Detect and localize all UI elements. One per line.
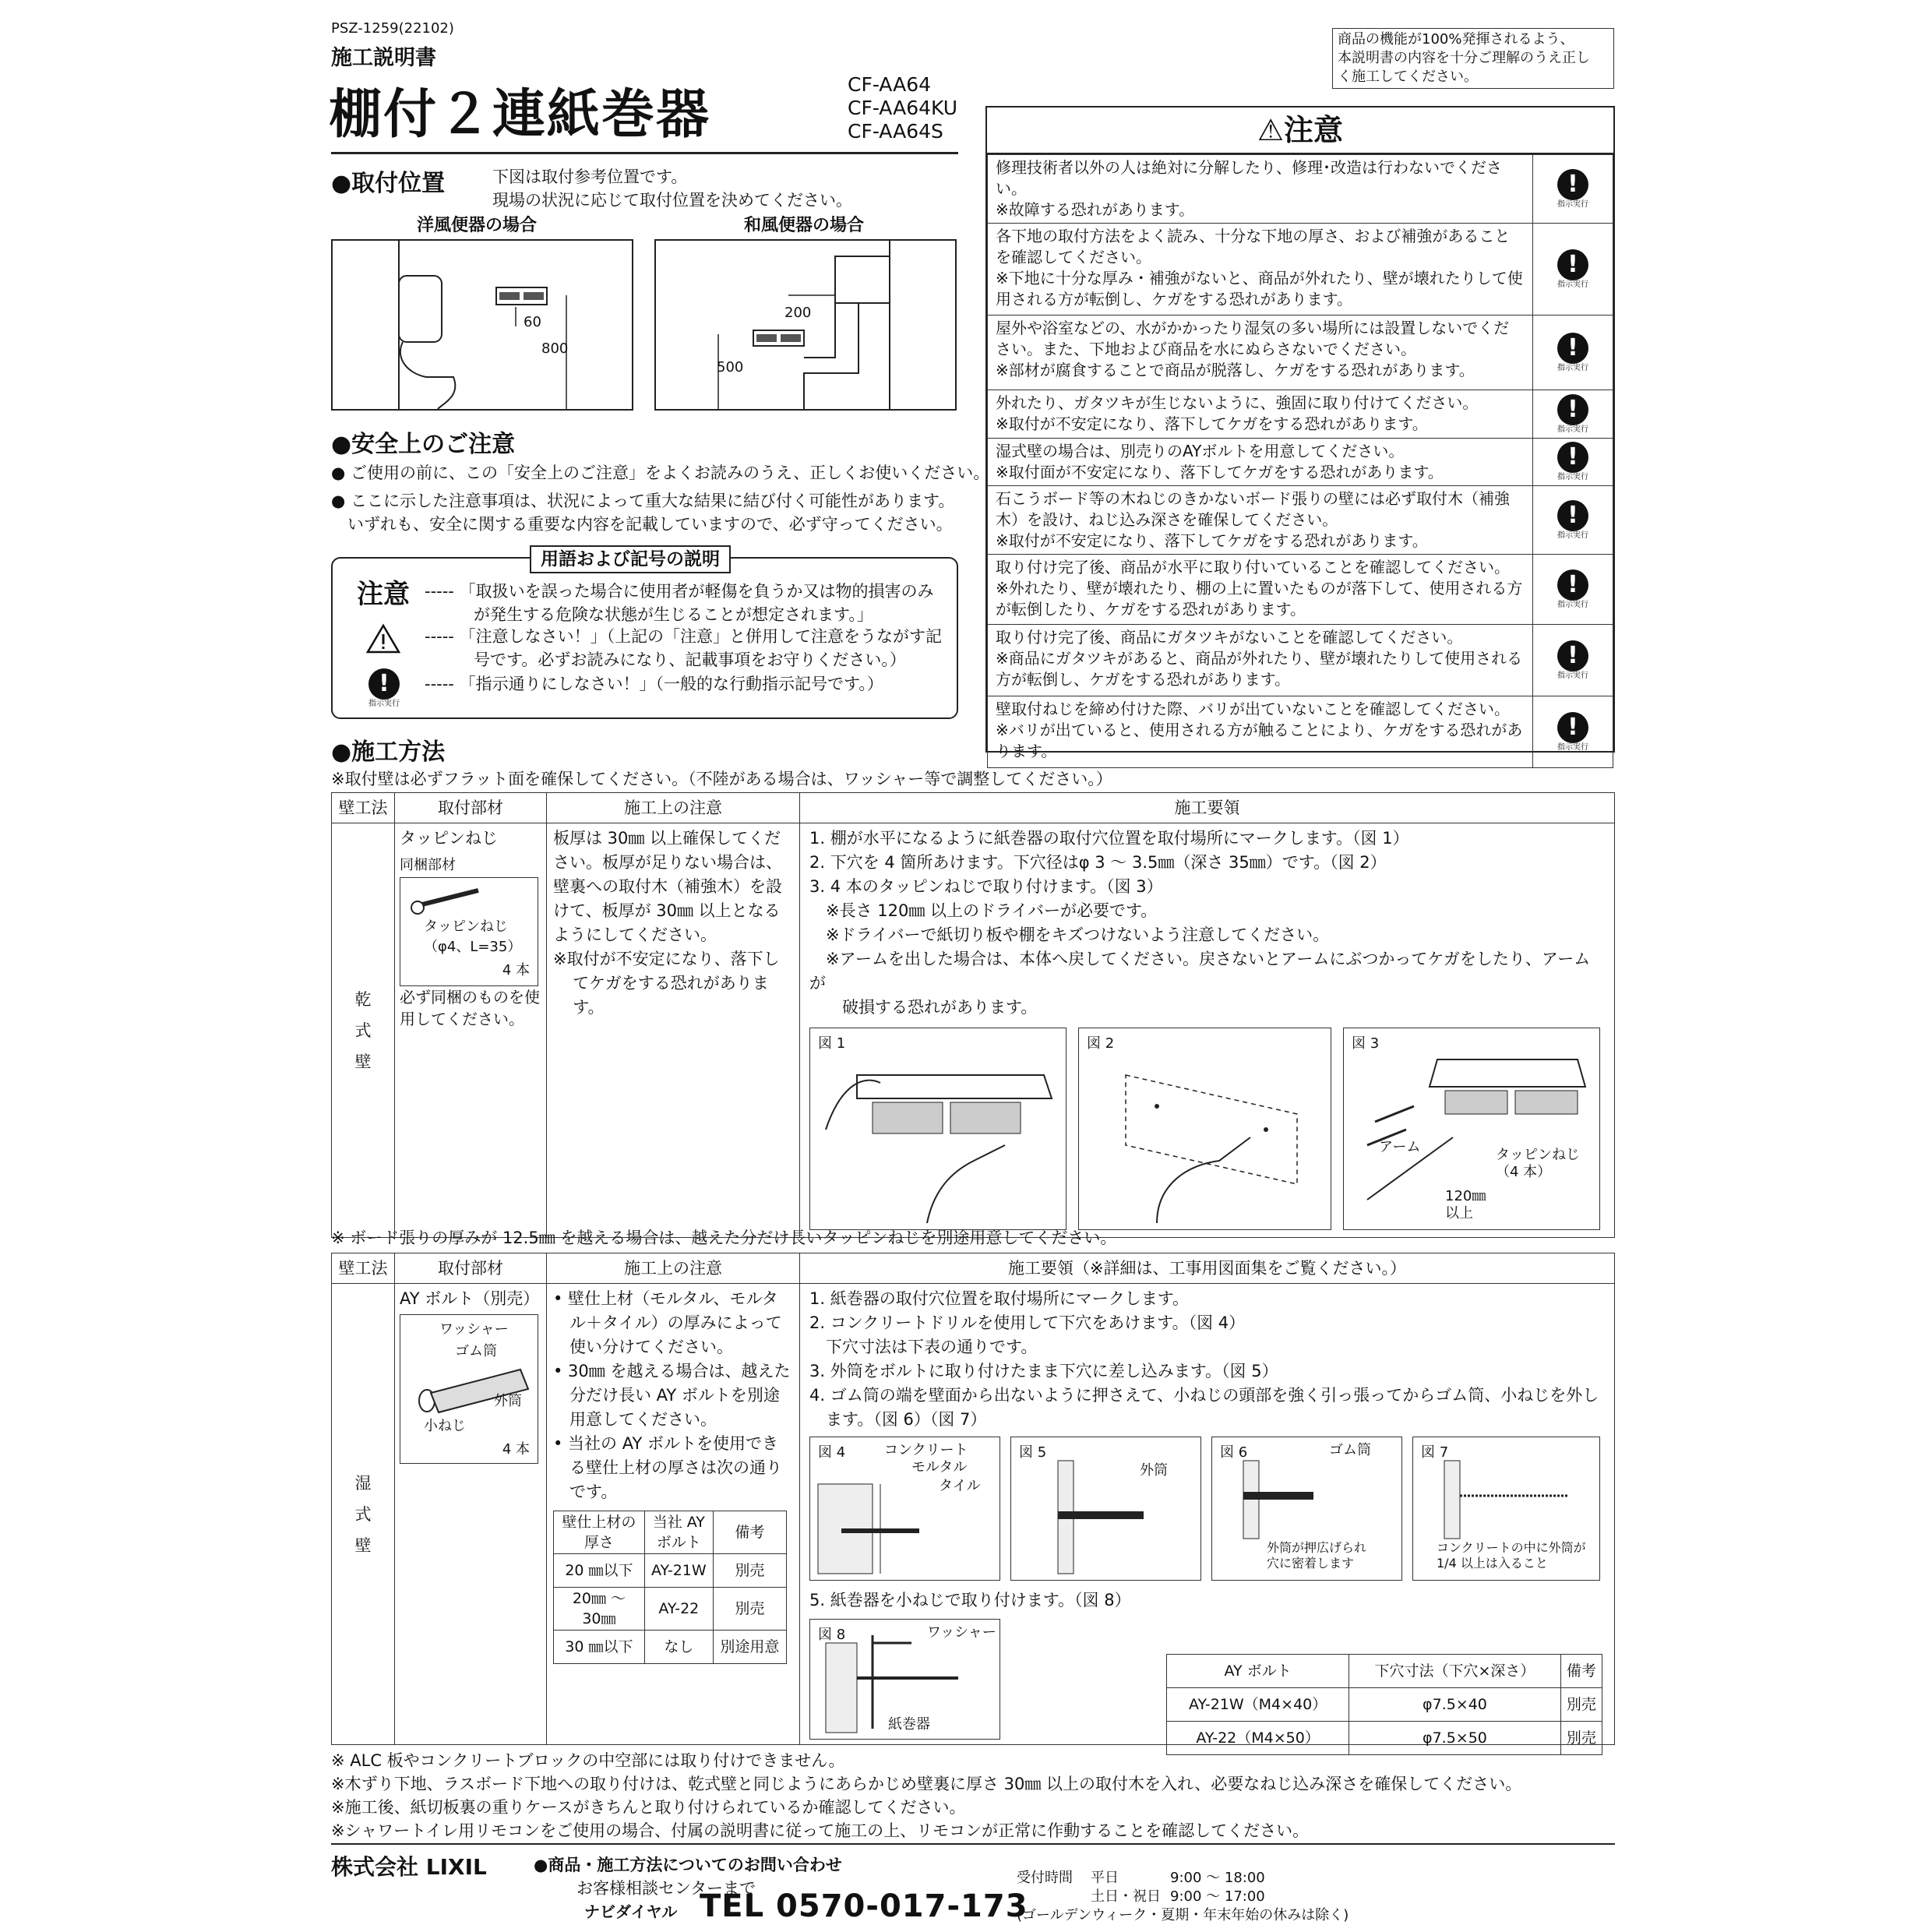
page-title: 棚付２連紙巻器	[329, 84, 711, 146]
company-name: 株式会社 LIXIL	[331, 1854, 487, 1880]
col-wall-2: 壁工法	[332, 1253, 395, 1284]
tap-label: タッピンねじ （4 本）	[1496, 1147, 1580, 1180]
exclamation-icon: !	[1557, 500, 1588, 531]
caution-row	[988, 555, 1613, 625]
caution-mark-cell	[1533, 224, 1613, 316]
thickness-table	[553, 1511, 787, 1664]
fig8-label: 図 8	[818, 1627, 846, 1643]
dim-60: 60	[524, 314, 541, 330]
col-wall: 壁工法	[332, 793, 395, 823]
japanese-figure	[654, 239, 957, 411]
method-note-1: ※取付壁は必ずフラット面を確保してください。（不陸がある場合は、ワッシャー等で調整してください。）	[331, 770, 1112, 788]
exclamation-icon: !	[1557, 394, 1588, 425]
figure-3	[1343, 1028, 1600, 1230]
table-cell: 別途用意	[713, 1631, 786, 1664]
fig1-label: 図 1	[818, 1035, 846, 1052]
dry-notes-2: ※取付が不安定になり、落下してケガをする恐れがあります。	[553, 950, 780, 1017]
screw-box	[400, 877, 538, 986]
weekday-label: 平日	[1091, 1870, 1119, 1886]
caution-mark-cell	[1533, 625, 1613, 696]
dry-notes: 板厚は 30㎜ 以上確保してください。板厚が足りない場合は、壁裏への取付木（補強木）を設けて、板厚が 30㎜ 以上となるようにしてください。	[553, 829, 782, 944]
wet-figures-row	[809, 1437, 1605, 1588]
note-after-1: ※ ALC 板やコンクリートブロックの中空部には取り付けできません。	[331, 1751, 845, 1770]
weekday-time: 9:00 ～ 18:00	[1170, 1870, 1265, 1886]
screw-icon	[408, 886, 486, 917]
mark-label: 指示実行	[1557, 473, 1588, 481]
step-item: 1. 紙巻器の取付穴位置を取付場所にマークします。	[809, 1289, 1190, 1308]
caution-text: 各下地の取付方法をよく読み、十分な下地の厚さ、および補強があることを確認してください。 ※下地に十分な厚み・補強がないと、商品が外れたり、壁が壊れたりして使用される方が転倒し、ケガをする恐れがあります。	[988, 224, 1533, 316]
table-cell: φ7.5×50	[1349, 1722, 1560, 1755]
exclamation-icon: !	[1557, 333, 1588, 364]
table-cell: AY-21W	[644, 1554, 713, 1588]
fig2-label: 図 2	[1087, 1035, 1115, 1052]
note-after-3: ※施工後、紙切板裏の重りケースがきちんと取り付けられているか確認してください。	[331, 1798, 966, 1817]
outer5-label: 外筒	[1140, 1462, 1168, 1479]
weekend-label: 土日・祝日	[1091, 1888, 1161, 1905]
navi-dial: ナビダイヤル	[584, 1902, 678, 1921]
col-notes-2: 施工上の注意	[547, 1253, 800, 1284]
fig3-label: 図 3	[1352, 1035, 1380, 1052]
table-row	[554, 1588, 787, 1631]
figure-4	[809, 1437, 1000, 1581]
figure-7	[1412, 1437, 1600, 1581]
caution-text: 石こうボード等の木ねじのきかないボード張りの壁には必ず取付木（補強木）を設け、ねじ込み深さを確保してください。 ※取付が不安定になり、落下してケガをする恐れがあります。	[988, 486, 1533, 555]
figure-2	[1078, 1028, 1331, 1230]
caution-text: 修理技術者以外の人は絶対に分解したり、修理･改造は行わないでください。 ※故障する恐れがあります。	[988, 155, 1533, 224]
fig4-label: 図 4	[818, 1444, 846, 1461]
table-row	[1167, 1688, 1602, 1722]
caution-row	[988, 439, 1613, 486]
caution-row	[988, 625, 1613, 696]
mandatory-mark	[365, 668, 404, 709]
caution-mark-cell	[1533, 439, 1613, 486]
col-parts-2: 取付部材	[395, 1253, 547, 1284]
mark-label: 指示実行	[1557, 742, 1588, 752]
table-cell: 30 ㎜以下	[554, 1631, 645, 1664]
mark-label: 指示実行	[1557, 199, 1588, 209]
mark-label: 指示実行	[1557, 531, 1588, 540]
caution-table	[987, 154, 1613, 768]
note-after-4: ※シャワートイレ用リモコンをご使用の場合、付属の説明書に従って施工の上、リモコンが正常に作動することを確認してください。	[331, 1821, 1310, 1840]
step-item: 3. 外筒をボルトに取り付けたまま下穴に差し込みます。（図 5）	[809, 1362, 1278, 1380]
contact-center: お客様相談センターまで	[576, 1879, 756, 1898]
ay-qty: 4 本	[502, 1441, 530, 1458]
col-notes: 施工上の注意	[547, 793, 800, 823]
figure-5	[1010, 1437, 1201, 1581]
outer-label: 外筒	[494, 1393, 522, 1409]
table-header-row	[554, 1511, 787, 1554]
mortar-label: モルタル	[911, 1459, 968, 1475]
col-steps: 施工要領	[800, 793, 1615, 823]
dry-wall-table	[331, 792, 1615, 1238]
table-cell: AY-21W（M4×40）	[1167, 1688, 1349, 1722]
caution-row	[988, 316, 1613, 390]
dim-500: 500	[717, 359, 744, 375]
dry-steps	[809, 827, 1605, 1020]
rubber6-label: ゴム筒	[1329, 1442, 1371, 1458]
exclamation-icon: !	[1557, 569, 1588, 601]
caution-text: 取り付け完了後、商品にガタツキがないことを確認してください。 ※商品にガタツキがあると、商品が外れたり、壁が壊れたりして使用される方が転倒し、ケガをする恐れがあります。	[988, 625, 1533, 696]
weekend-time: 9:00 ～ 17:00	[1170, 1888, 1265, 1905]
table-cell: φ7.5×40	[1349, 1688, 1560, 1722]
step-item: ※ドライバーで紙切り板や棚をキズつけないよう注意してください。	[809, 925, 1330, 944]
position-heading: ●取付位置	[331, 170, 446, 197]
japanese-label: 和風便器の場合	[744, 216, 865, 235]
caution-text: 湿式壁の場合は、別売りのAYボルトを用意してください。 ※取付面が不安定になり、落下してケガをする恐れがあります。	[988, 439, 1533, 486]
dry-steps-cell	[800, 823, 1615, 1238]
hours-label: 受付時間	[1017, 1870, 1073, 1886]
caution-row	[988, 224, 1613, 316]
model-2: CF-AA64KU	[848, 97, 958, 119]
warning-triangle-icon	[366, 623, 400, 654]
exclamation-icon: !	[1557, 712, 1588, 743]
mark-label: 指示実行	[1557, 425, 1588, 434]
notes-after	[331, 1749, 1521, 1842]
table-header-cell: 下穴寸法（下穴×深さ）	[1349, 1655, 1560, 1688]
western-figure	[331, 239, 633, 411]
dry-figures	[809, 1028, 1605, 1234]
caution-word: 注意	[357, 579, 410, 610]
table-cell: AY-22（M4×50）	[1167, 1722, 1349, 1755]
dim-200: 200	[784, 305, 812, 321]
model-1: CF-AA64	[848, 73, 932, 96]
mark-label: 指示実行	[1557, 280, 1588, 289]
wall-type-dry: 乾 式 壁	[332, 823, 395, 1238]
fig5-label: 図 5	[1019, 1444, 1047, 1461]
step-item: ※長さ 120㎜ 以上のドライバーが必要です。	[809, 901, 1158, 920]
holiday-note: (ゴールデンウィーク・夏期・年末年始の休みは除く)	[1017, 1907, 1349, 1923]
triangle-desc: ----- 「注意しなさい！」（上記の「注意」と併用して注意をうながす記 号です。必ずお読みになり、記載事項をお守りください。）	[425, 627, 943, 669]
figure-8	[809, 1619, 1000, 1740]
col-steps-2: 施工要領（※詳細は、工事用図面集をご覧ください。）	[800, 1253, 1615, 1284]
caution-panel	[985, 106, 1615, 760]
part-name: タッピンねじ	[400, 829, 498, 848]
caution-mark-cell	[1533, 696, 1613, 768]
table-header-cell: 備考	[713, 1511, 786, 1554]
dry-notes-cell	[547, 823, 800, 1238]
tile-label: タイル	[939, 1478, 981, 1494]
western-toilet-drawing	[333, 241, 632, 409]
col-parts: 取付部材	[395, 793, 547, 823]
table-cell: 別売	[1560, 1688, 1602, 1722]
caution-text: 屋外や浴室などの、水がかかったり湿気の多い場所には設置しないでください。また、下地および商品を水にぬらさないでください。 ※部材が腐食することで商品が脱落し、ケガをする恐れがあります。	[988, 316, 1533, 390]
table-cell: 別売	[1560, 1722, 1602, 1755]
doc-type: 施工説明書	[331, 46, 436, 70]
caution-word-desc: ----- 「取扱いを誤った場合に使用者が軽傷を負うか又は物的損害のみ が発生する危険な状態が生じることが想定されます。」	[425, 582, 934, 624]
holder8-label: 紙巻器	[888, 1716, 930, 1733]
caution-row	[988, 486, 1613, 555]
position-desc: 下図は取付参考位置です。 現場の状況に応じて取付位置を決めてください。	[492, 167, 852, 210]
tel-number: TEL 0570-017-173	[700, 1888, 1028, 1924]
note-after-2: ※木ずり下地、ラスボード下地への取り付けは、乾式壁と同じようにあらかじめ壁裏に厚さ 30㎜ 以上の取付木を入れ、必要なねじ込み深さを確保してください。	[331, 1775, 1522, 1793]
mark-label: 指示実行	[1557, 363, 1588, 372]
exclamation-icon: !	[1557, 442, 1588, 473]
wet-note-3: • 当社の AY ボルトを使用できる壁仕上材の厚さは次の通りです。	[553, 1434, 782, 1501]
table-header-cell: AY ボルト	[1167, 1655, 1349, 1688]
step-item: 1. 棚が水平になるように紙巻器の取付穴位置を取付場所にマークします。（図 1）	[809, 829, 1409, 848]
exclamation-icon: !	[1557, 169, 1588, 200]
wet-steps-cell	[800, 1284, 1615, 1745]
method-heading: ●施工方法	[331, 739, 446, 766]
mark-label: 指示実行	[368, 700, 400, 708]
wet-steps	[809, 1287, 1605, 1432]
figure-1	[809, 1028, 1066, 1230]
dim-800: 800	[541, 340, 569, 357]
terms-title: 用語および記号の説明	[530, 545, 731, 573]
table-row	[554, 1554, 787, 1588]
fig2-drawing	[1079, 1028, 1329, 1228]
ay-bolt-name: AY ボルト（別売）	[400, 1289, 540, 1308]
caution-mark-cell	[1533, 316, 1613, 390]
table-cell: 20㎜ ～ 30㎜	[554, 1588, 645, 1631]
step-item: 2. 下穴を 4 箇所あけます。下穴径はφ 3 ～ 3.5㎜（深さ 35㎜）です。（図 2）	[809, 853, 1387, 872]
table-cell: 20 ㎜以下	[554, 1554, 645, 1588]
washer-label: ワッシャー	[439, 1321, 509, 1338]
arm-label: アーム	[1379, 1139, 1421, 1155]
note6: 外筒が押広げられ 穴に密着します	[1267, 1540, 1367, 1571]
contact-title: ●商品・施工方法についてのお問い合わせ	[534, 1856, 842, 1874]
fig7-label: 図 7	[1421, 1444, 1449, 1461]
caution-mark-cell	[1533, 390, 1613, 439]
title-rule	[331, 152, 958, 154]
wet-wall-table	[331, 1253, 1615, 1745]
figure-6	[1211, 1437, 1402, 1581]
table-cell: AY-22	[644, 1588, 713, 1631]
step-item: 3. 4 本のタッピンねじで取り付けます。（図 3）	[809, 877, 1163, 896]
step-item: 4. ゴム筒の端を壁面から出ないように押さえて、小ねじの頭部を強く引っ張ってからゴム筒、小ねじを外し ます。（図 6）（図 7）	[809, 1386, 1599, 1429]
fig6-label: 図 6	[1220, 1444, 1248, 1461]
table-header-cell: 壁仕上材の 厚さ	[554, 1511, 645, 1554]
mark-label: 指示実行	[1557, 600, 1588, 609]
doc-code: PSZ-1259(22102)	[331, 20, 454, 37]
dry-parts-cell	[395, 823, 547, 1238]
mark-desc: ----- 「指示通りにしなさい！」（一般的な行動指示記号です。）	[425, 675, 883, 693]
exclamation-icon: !	[1557, 249, 1588, 280]
ay-bolt-box	[400, 1314, 538, 1464]
caution-row	[988, 155, 1613, 224]
table-cell: 別売	[713, 1554, 786, 1588]
wet-note-1: • 壁仕上材（モルタル、モルタル＋タイル）の厚みによって使い分けてください。	[553, 1289, 782, 1356]
model-list	[848, 73, 957, 143]
use-included: 必ず同梱のものを使 用してください。	[400, 988, 540, 1028]
table-row	[554, 1631, 787, 1664]
table-header-cell: 当社 AY ボルト	[644, 1511, 713, 1554]
included-label: 同梱部材	[400, 857, 456, 873]
caution-row	[988, 390, 1613, 439]
wet-notes-cell	[547, 1284, 800, 1745]
table-header-cell: 備考	[1560, 1655, 1602, 1688]
caution-text: 壁取付ねじを締め付けた際、バリが出ていないことを確認してください。 ※バリが出ていると、使用される方が触ることにより、ケガをする恐れがあります。	[988, 696, 1533, 768]
table-cell: 別売	[713, 1588, 786, 1631]
wet-parts-cell	[395, 1284, 547, 1745]
fig1-drawing	[810, 1028, 1064, 1228]
exclamation-icon: !	[368, 668, 400, 700]
mark-label: 指示実行	[1557, 671, 1588, 680]
rubber-label: ゴム筒	[455, 1343, 497, 1359]
western-label: 洋風便器の場合	[417, 216, 538, 235]
length-label: 120㎜ 以上	[1445, 1188, 1486, 1222]
caution-mark-cell	[1533, 155, 1613, 224]
caution-title: ⚠注意	[987, 108, 1613, 154]
note7: コンクリートの中に外筒が 1/4 以上は入ること	[1437, 1540, 1586, 1571]
washer8-label: ワッシャー	[927, 1624, 996, 1641]
concrete-label: コンクリート	[884, 1442, 968, 1458]
caution-text: 取り付け完了後、商品が水平に取り付いていることを確認してください。 ※外れたり、壁が壊れたり、棚の上に置いたものが落下して、使用される方が転倒したり、ケガをする恐れがあります。	[988, 555, 1533, 625]
table-header-row	[1167, 1655, 1602, 1688]
method-note-2: ※ ボード張りの厚みが 12.5㎜ を越える場合は、越えた分だけ長いタッピンねじを別途用意してください。	[331, 1229, 1117, 1247]
ay-bolt-table	[1166, 1654, 1602, 1755]
caution-mark-cell	[1533, 486, 1613, 555]
japanese-toilet-drawing	[656, 241, 955, 409]
wet-note-2: • 30㎜ を越える場合は、越えた分だけ長い AY ボルトを別途用意してください。	[553, 1362, 791, 1429]
screw-spec: （φ4、L=35）	[424, 939, 522, 955]
safety-heading: ●安全上のご注意	[331, 431, 516, 458]
footer-rule	[331, 1843, 1615, 1845]
safety-bullet-1: ● ご使用の前に、この「安全上のご注意」をよくお読みのうえ、正しくお使いください。	[331, 464, 990, 482]
top-note: 商品の機能が100%発揮されるよう、 本説明書の内容を十分ご理解のうえ正し く施工してください。	[1332, 28, 1614, 89]
model-3: CF-AA64S	[848, 120, 943, 143]
step-item: 2. コンクリートドリルを使用して下穴をあけます。（図 4）	[809, 1313, 1246, 1332]
caution-text: 外れたり、ガタツキが生じないように、強固に取り付けてください。 ※取付が不安定になり、落下してケガをする恐れがあります。	[988, 390, 1533, 439]
exclamation-icon: !	[1557, 640, 1588, 672]
small-screw-label: 小ねじ	[424, 1418, 466, 1434]
step-item: 下穴寸法は下表の通りです。	[809, 1338, 1038, 1356]
screw-qty: 4 本	[502, 962, 530, 978]
wall-type-wet: 湿 式 壁	[332, 1284, 395, 1745]
wet-step-5: 5. 紙巻器を小ねじで取り付けます。（図 8）	[809, 1591, 1131, 1609]
table-cell: なし	[644, 1631, 713, 1664]
caution-row	[988, 696, 1613, 768]
safety-bullet-2: ● ここに示した注意事項は、状況によって重大な結果に結び付く可能性があります。 いずれも、安全に関する重要な内容を記載していますので、必ず守ってください。	[331, 492, 955, 534]
caution-mark-cell	[1533, 555, 1613, 625]
step-item: ※アームを出した場合は、本体へ戻してください。戻さないとアームにぶつかってケガをしたり、アームが 破損する恐れがあります。	[809, 950, 1591, 1017]
screw-label: タッピンねじ	[424, 918, 508, 935]
